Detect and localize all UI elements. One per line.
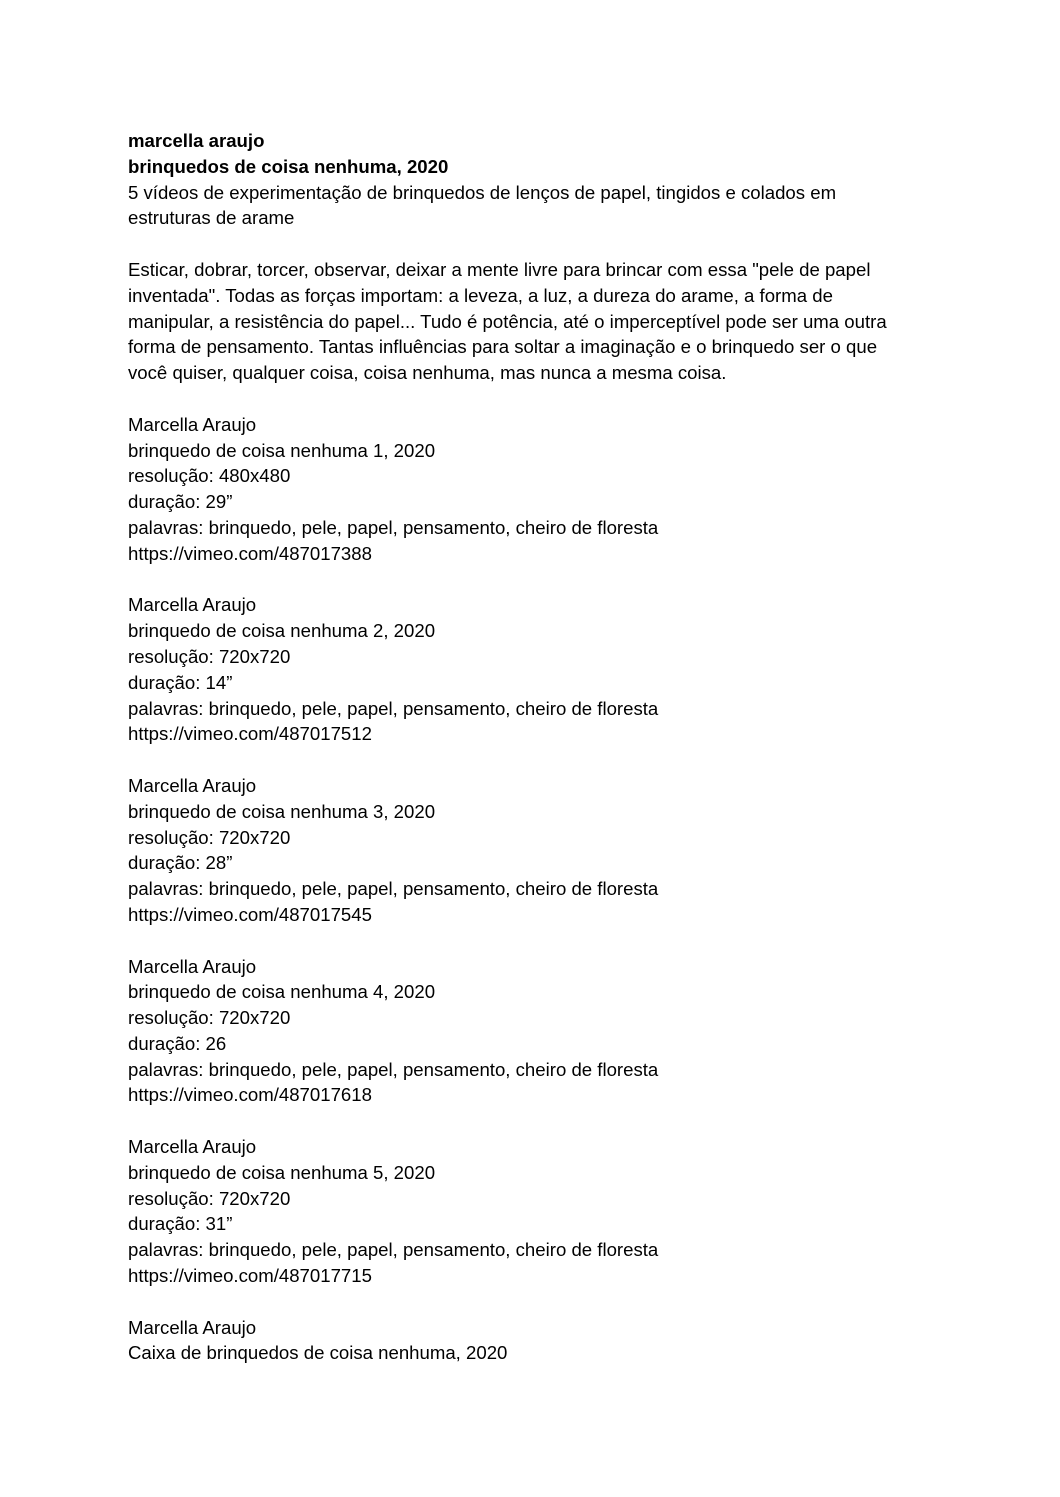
work-title: brinquedo de coisa nenhuma 4, 2020 [128,981,436,1003]
statement-line: Esticar, dobrar, torcer, observar, deixar a mente livre para brincar com essa "pele de papel [128,258,871,280]
statement-line: manipular, a resistência do papel... Tudo é potência, até o imperceptível pode ser uma outra [128,310,887,332]
work-duration: duração: 31” [128,1213,233,1235]
work-duration: duração: 28” [128,852,233,874]
work-keywords: palavras: brinquedo, pele, papel, pensamento, cheiro de floresta [128,697,659,719]
spacer [128,231,968,257]
work-artist: Marcella Araujo [128,774,257,796]
statement-line: forma de pensamento. Tantas influências para soltar a imaginação e o brinquedo ser o que [128,336,878,358]
statement-line: inventada". Todas as forças importam: a leveza, a luz, a dureza do arame, a forma de [128,284,833,306]
work-title: brinquedo de coisa nenhuma 2, 2020 [128,620,436,642]
work-resolution: resolução: 720x720 [128,826,291,848]
series-subtitle-line-2: estruturas de arame [128,207,295,229]
work-duration: duração: 29” [128,491,233,513]
document-page [128,128,968,1366]
spacer [128,928,968,954]
series-subtitle-line-1: 5 vídeos de experimentação de brinquedos de lenços de papel, tingidos e colados em [128,181,837,203]
spacer [128,1108,968,1134]
work-url[interactable]: https://vimeo.com/487017618 [128,1084,372,1106]
document-header [128,128,968,231]
spacer [128,567,968,593]
spacer [128,1289,968,1315]
spacer [128,747,968,773]
statement-line: você quiser, qualquer coisa, coisa nenhuma, mas nunca a mesma coisa. [128,362,727,384]
work-duration: duração: 26 [128,1032,227,1054]
work-artist: Marcella Araujo [128,955,257,977]
work-artist: Marcella Araujo [128,1136,257,1158]
work-resolution: resolução: 720x720 [128,1007,291,1029]
work-entry-1 [128,412,968,567]
final-entry [128,1315,968,1367]
work-title: brinquedo de coisa nenhuma 1, 2020 [128,439,436,461]
work-url[interactable]: https://vimeo.com/487017512 [128,723,372,745]
work-keywords: palavras: brinquedo, pele, papel, pensamento, cheiro de floresta [128,516,659,538]
work-artist: Marcella Araujo [128,594,257,616]
work-url[interactable]: https://vimeo.com/487017545 [128,903,372,925]
work-keywords: palavras: brinquedo, pele, papel, pensamento, cheiro de floresta [128,1239,659,1261]
work-keywords: palavras: brinquedo, pele, papel, pensamento, cheiro de floresta [128,878,659,900]
work-keywords: palavras: brinquedo, pele, papel, pensamento, cheiro de floresta [128,1058,659,1080]
work-resolution: resolução: 720x720 [128,645,291,667]
work-entry-3 [128,773,968,928]
work-duration: duração: 14” [128,671,233,693]
spacer [128,386,968,412]
series-title: brinquedos de coisa nenhuma, 2020 [128,155,449,177]
work-artist: Marcella Araujo [128,1316,257,1338]
work-url[interactable]: https://vimeo.com/487017715 [128,1265,372,1287]
work-artist: Marcella Araujo [128,413,257,435]
work-entry-5 [128,1134,968,1289]
work-title: brinquedo de coisa nenhuma 3, 2020 [128,800,436,822]
artist-statement [128,257,968,386]
work-entry-4 [128,954,968,1109]
work-entry-2 [128,592,968,747]
work-url[interactable]: https://vimeo.com/487017388 [128,542,372,564]
work-resolution: resolução: 480x480 [128,465,291,487]
work-title: brinquedo de coisa nenhuma 5, 2020 [128,1161,436,1183]
work-resolution: resolução: 720x720 [128,1187,291,1209]
artist-name: marcella araujo [128,130,265,151]
work-title: Caixa de brinquedos de coisa nenhuma, 2020 [128,1342,508,1364]
